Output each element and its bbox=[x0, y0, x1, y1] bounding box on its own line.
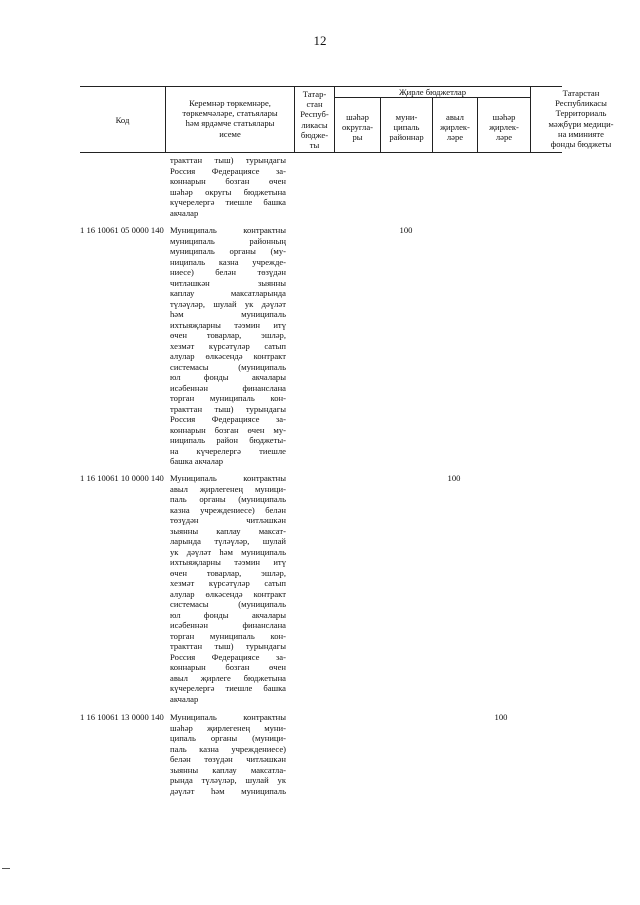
header-local-budgets: Җирле бюджетлар bbox=[398, 87, 467, 97]
header-municipal-districts: муни- ципаль районнар bbox=[389, 112, 424, 143]
header-city-districts: шәһәр округла- ры bbox=[341, 112, 373, 143]
header-urban-settlements: шәһәр җирлек- ләре bbox=[489, 112, 519, 143]
table-row-value: 100 bbox=[494, 712, 508, 722]
table-row-value: 100 bbox=[399, 225, 413, 235]
header-tfoms-budget: Татарстан Республикасы Территориаль мәҗбүри медици- на иминияте фонды бюджеты bbox=[548, 88, 614, 150]
header-code: Код bbox=[115, 115, 130, 125]
header-rural-settlements: авыл җирлек- ләре bbox=[440, 112, 470, 143]
table-row-value: 100 bbox=[447, 473, 461, 483]
header-tatarstan-budget: Татар- стан Респуб- ликасы бюдже- ты bbox=[300, 89, 329, 151]
header-name: Керемнәр төркемнәре, төркемчәләре, статьялары һәм ярдәмче статьялары исеме bbox=[182, 98, 278, 139]
header-bottom-border bbox=[80, 152, 562, 153]
table-row-code: 1 16 10061 13 0000 140 bbox=[80, 712, 164, 722]
scan-margin-mark bbox=[2, 868, 10, 869]
table-row-description: Муниципаль контрактны муниципаль районның муниципаль органы (му- ниципаль казна учрежде- ниесе) белән төзүдән читләшкән зыянны каплау максатларында түләүләр, шулай ук дәүләт һәм муниципаль ихтыяҗларны тәэмин итү өчен товарлар, эшләр, хезмәт күрсәтүләр сатып алулар өлкәсендә контракт системасы (муниципаль юл фонды акчалары исәбеннән финанслана торган муниципаль кон- тракттан тыш) турындагы Россия Федерациясе за- коннарын бозган өчен му- ниципаль район бюджеты- на күчерелергә тиешле башка акчалар bbox=[170, 225, 286, 466]
table-row-code: 1 16 10061 05 0000 140 bbox=[80, 225, 164, 235]
table-row-code: 1 16 10061 10 0000 140 bbox=[80, 473, 164, 483]
table-row-description: Муниципаль контрактны авыл җирлегенең муници- паль органы (муниципаль казна учреждениесе) белән төзүдән читләшкән зыянны каплау максат- ларында түләүләр, шулай ук дәүләт һәм муниципаль ихтыяҗларны тәэмин итү өчен товарлар, эшләр, хезмәт күрсәтүләр сатып алулар өлкәсендә контракт системасы (муниципаль юл фонды акчалары исәбеннән финанслана торган муниципаль кон- тракттан тыш) турындагы Россия Федерациясе за- коннарын бозган өчен авыл җирлеге бюджетына күчерелергә тиешле башка акчалар bbox=[170, 473, 286, 704]
page-number: 12 bbox=[313, 33, 327, 48]
table-row-description: тракттан тыш) турындагы Россия Федерациясе за- коннарын бозган өчен шәһәр округы бюджетына күчерелергә тиешле башка акчалар bbox=[170, 155, 286, 218]
table-row-description: Муниципаль контрактны шәһәр җирлегенең муни- ципаль органы (муници- паль казна учреждениесе) белән төзүдән читләшкән зыянны каплау максатла- рында түләүләр, шулай ук дәүләт һәм муниципаль bbox=[170, 712, 286, 796]
